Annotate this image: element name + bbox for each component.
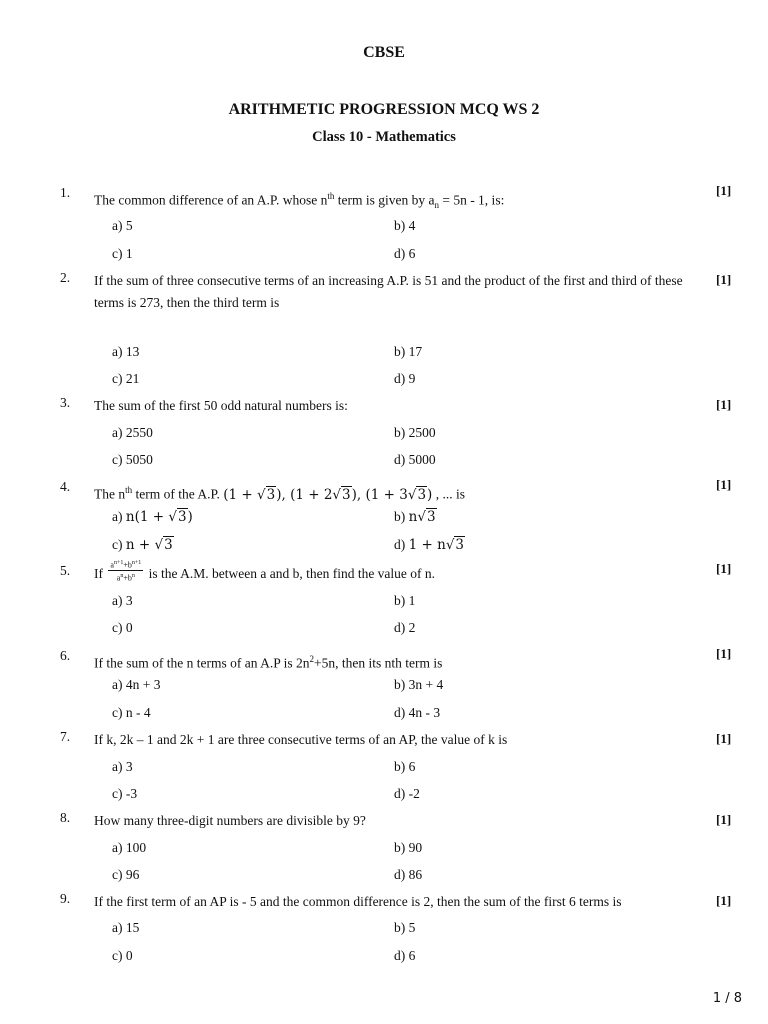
option-c[interactable]: c) 96 <box>112 867 140 882</box>
question-text: The common difference of an A.P. whose $n^{th}$ term is given by $a_n = 5n - 1$, is: <box>94 191 505 211</box>
option-d[interactable]: d) 86 <box>394 867 423 882</box>
option-c[interactable]: c) 21 <box>112 371 140 386</box>
option-a[interactable]: a) 100 <box>112 840 147 855</box>
option-d[interactable]: d) 9 <box>394 371 416 386</box>
marks-label: [1] <box>716 893 732 908</box>
marks-label: [1] <box>716 272 732 287</box>
option-a[interactable]: a) 15 <box>112 920 140 935</box>
option-c[interactable]: c) 0 <box>112 620 133 635</box>
question-number: 8. <box>60 810 71 825</box>
option-a[interactable]: a) 2550 <box>112 425 153 440</box>
page-number: 1 / 8 <box>712 991 742 1006</box>
option-b[interactable]: b) 3n + 4 <box>394 677 444 692</box>
option-c[interactable]: c) 5050 <box>112 452 153 467</box>
marks-label: [1] <box>716 183 732 198</box>
option-d[interactable]: d) 5000 <box>394 452 436 467</box>
marks-label: [1] <box>716 812 732 827</box>
option-c[interactable]: c) n - 4 <box>112 705 151 720</box>
option-d[interactable]: d) 2 <box>394 620 416 635</box>
question-text: How many three-digit numbers are divisible by 9? <box>94 813 366 828</box>
option-b[interactable]: b) 1 <box>394 593 416 608</box>
option-b[interactable]: b) 90 <box>394 840 423 855</box>
question-number: 5. <box>60 563 71 578</box>
option-b[interactable]: b) 2500 <box>394 425 436 440</box>
worksheet-title: ARITHMETIC PROGRESSION MCQ WS 2 <box>228 101 540 118</box>
board-heading: CBSE <box>363 44 405 61</box>
option-a[interactable]: a) 13 <box>112 344 140 359</box>
question-number: 1. <box>60 185 71 200</box>
question-text: If the sum of three consecutive terms of an increasing A.P. is 51 and the product of the first and third of these terms is 273, then the third term is <box>94 273 683 310</box>
question-number: 4. <box>60 479 71 494</box>
question-text: The $n^{th}$ term of the A.P. (1 + √3), (1 + 2√3), (1 + 3√3) , ... is <box>94 485 465 503</box>
option-c[interactable]: c) 0 <box>112 948 133 963</box>
option-a[interactable]: a) n(1 + √3) <box>112 509 193 525</box>
question-number: 3. <box>60 395 71 410</box>
option-d[interactable]: d) 1 + n√3 <box>394 537 465 553</box>
marks-label: [1] <box>716 477 732 492</box>
question-number: 9. <box>60 891 71 906</box>
option-a[interactable]: a) 4n + 3 <box>112 677 161 692</box>
question-text: If the first term of an AP is - 5 and the common difference is 2, then the sum of the first 6 terms is <box>94 894 622 909</box>
option-d[interactable]: d) 6 <box>394 246 416 261</box>
option-a[interactable]: a) 3 <box>112 593 133 608</box>
option-b[interactable]: b) 4 <box>394 218 416 233</box>
option-c[interactable]: c) 1 <box>112 246 133 261</box>
marks-label: [1] <box>716 561 732 576</box>
option-b[interactable]: b) 5 <box>394 920 416 935</box>
option-d[interactable]: d) 6 <box>394 948 416 963</box>
question-number: 2. <box>60 270 71 285</box>
question-text: If $\frac{a^{n+1}+b^{n+1}}{a^n+b^n}$ is the A.M. between a and b, then find the value of n. <box>94 559 436 584</box>
option-c[interactable]: c) -3 <box>112 786 138 801</box>
marks-label: [1] <box>716 731 732 746</box>
question-number: 6. <box>60 648 71 663</box>
marks-label: [1] <box>716 646 732 661</box>
option-a[interactable]: a) 5 <box>112 218 133 233</box>
question-text: If k, 2k – 1 and 2k + 1 are three consecutive terms of an AP, the value of k is <box>94 732 508 747</box>
question-text: If the sum of the n terms of an A.P is $2n^2+5n$, then its nth term is <box>94 654 443 671</box>
marks-label: [1] <box>716 397 732 412</box>
option-d[interactable]: d) -2 <box>394 786 420 801</box>
option-b[interactable]: b) n√3 <box>394 509 436 525</box>
option-c[interactable]: c) n + √3 <box>112 537 173 553</box>
ap-sequence-formula: (1 + √3), (1 + 2√3), (1 + 3√3) <box>223 486 433 503</box>
option-d[interactable]: d) 4n - 3 <box>394 705 441 720</box>
question-number: 7. <box>60 729 71 744</box>
option-a[interactable]: a) 3 <box>112 759 133 774</box>
am-fraction-formula: $\frac{a^{n+1}+b^{n+1}}{a^n+b^n}$ <box>110 559 142 584</box>
option-b[interactable]: b) 17 <box>394 344 423 359</box>
question-text: The sum of the first 50 odd natural numbers is: <box>94 398 348 413</box>
option-b[interactable]: b) 6 <box>394 759 416 774</box>
worksheet-subtitle: Class 10 - Mathematics <box>312 129 456 145</box>
